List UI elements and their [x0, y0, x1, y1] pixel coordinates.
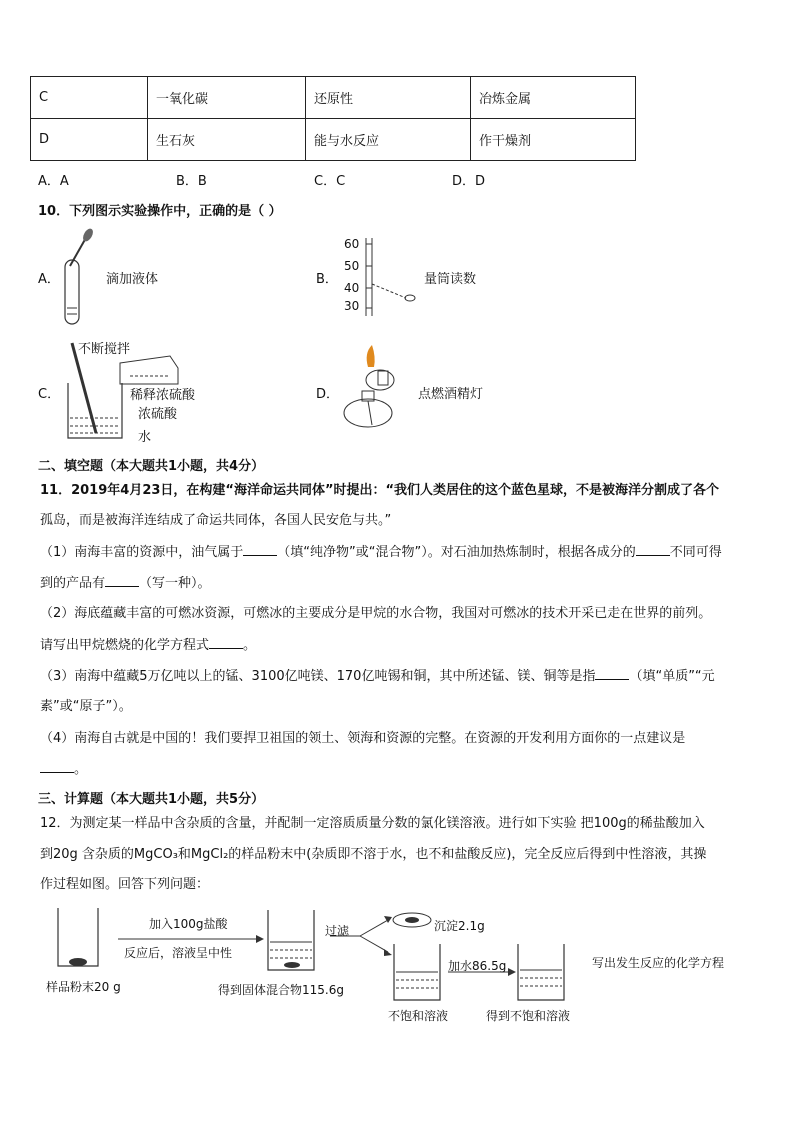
section-3-heading: 三、计算题（本大题共1小题，共5分）: [38, 792, 265, 807]
option-c-text: 稀释浓硫酸: [130, 388, 196, 403]
stir-label: 不断搅拌: [78, 342, 131, 357]
cylinder-tick: 30: [344, 299, 360, 313]
answer-blank[interactable]: [243, 543, 277, 556]
filter-label: 过滤: [325, 924, 350, 938]
cylinder-tick: 50: [344, 259, 360, 273]
text: （写一种）。: [139, 576, 211, 591]
reaction-label: 反应后，溶液呈中性: [124, 946, 233, 960]
table-cell: 冶炼金属: [471, 77, 636, 119]
text: 不同可得: [669, 545, 722, 560]
answer-a[interactable]: A．A: [38, 174, 69, 189]
table-cell: C: [31, 77, 148, 119]
question-10-stem: 10．下列图示实验操作中，正确的是（ ）: [38, 204, 282, 219]
q11-part1: [40, 543, 760, 562]
q9-options-table: [30, 76, 636, 161]
q11-part4: [40, 730, 760, 748]
question-12-stem-cont: [40, 876, 760, 894]
precipitate-label: 沉淀2.1g: [434, 919, 485, 933]
text: 。: [74, 762, 88, 777]
q11-part2-cont: [40, 636, 760, 655]
option-c-label[interactable]: C．: [38, 387, 61, 402]
option-a-text: 滴加液体: [106, 272, 159, 287]
answer-d[interactable]: D．D: [452, 174, 486, 189]
add-water-label: 加水86.5g: [448, 959, 507, 973]
text: （填“单质”“元: [629, 669, 715, 684]
cylinder-tick: 60: [344, 237, 360, 251]
water-label: 水: [138, 430, 152, 445]
answer-b[interactable]: B．B: [176, 174, 207, 189]
text: 。: [243, 638, 257, 653]
table-cell: D: [31, 119, 148, 161]
q12-subquestion: 写出发生反应的化学方程: [592, 956, 725, 970]
question-11-stem-cont: [40, 512, 760, 530]
option-d-text: 点燃酒精灯: [418, 387, 484, 402]
unsaturated-label: 不饱和溶液: [388, 1009, 449, 1023]
table-row: [31, 77, 636, 119]
section-2-heading: 二、填空题（本大题共1小题，共4分）: [38, 459, 265, 474]
q11-part3-cont: [40, 698, 760, 716]
q11-part3: [40, 667, 760, 686]
q11-part4-cont: [40, 760, 760, 779]
text: （4）南海自古就是中国的！我们要捍卫祖国的领土、领海和资源的完整。在资源的开发利用方面你的一点建议是: [40, 731, 686, 746]
text: 素”或“原子”）。: [40, 699, 132, 714]
stem-text: 孤岛，而是被海洋连结成了命运共同体，各国人民安危与共。”: [40, 513, 392, 528]
acid-label: 浓硫酸: [138, 407, 178, 422]
question-11-stem: [40, 482, 760, 500]
text: （填“纯净物”或“混合物”）。对石油加热炼制时，根据各成分的: [277, 545, 636, 560]
table-cell: 生石灰: [148, 119, 306, 161]
option-d-label[interactable]: D．: [316, 387, 340, 402]
text: 到的产品有: [40, 576, 106, 591]
table-cell: 作干燥剂: [471, 119, 636, 161]
stem-text: 11．2019年4月23日，在构建“海洋命运共同体”时提出：“我们人类居住的这个蓝色星球，不是被海洋分割成了各个: [40, 483, 720, 498]
q11-part1-cont: [40, 574, 760, 593]
mixture-label: 得到固体混合物115.6g: [218, 983, 344, 997]
cylinder-tick: 40: [344, 281, 360, 295]
add-acid-label: 加入100g盐酸: [149, 917, 228, 931]
answer-blank[interactable]: [105, 574, 139, 587]
option-b-label[interactable]: B．: [316, 272, 338, 287]
table-cell: 还原性: [306, 77, 471, 119]
sample-label: 样品粉末20 g: [46, 980, 121, 994]
text: （3）南海中蕴藏5万亿吨以上的锰、3100亿吨镁、170亿吨锡和铜，其中所述锰、镁、铜等是指: [40, 669, 596, 684]
answer-blank[interactable]: [40, 760, 74, 773]
stem-text: 12．为测定某一样品中含杂质的含量，并配制一定溶质质量分数的氯化镁溶液。进行如下实验 把100g的稀盐酸加入: [40, 816, 705, 831]
dropper-test-tube-illustration: [55, 226, 100, 331]
answer-blank[interactable]: [209, 636, 243, 649]
text: 请写出甲烷燃烧的化学方程式: [40, 638, 210, 653]
question-12-stem: [40, 815, 760, 833]
stem-text: 作过程如图。回答下列问题：: [40, 877, 210, 892]
q11-part2: [40, 605, 760, 623]
alcohol-lamp-illustration: [338, 345, 418, 435]
answer-blank[interactable]: [636, 543, 670, 556]
table-cell: 一氧化碳: [148, 77, 306, 119]
text: （1）南海丰富的资源中，油气属于: [40, 545, 244, 560]
stem-text: 到20g 含杂质的MgCO₃和MgCl₂的样品粉末中(杂质即不溶于水，也不和盐酸反应)，完全反应后得到中性溶液，其操: [40, 847, 707, 862]
question-12-stem-cont: [40, 846, 760, 864]
text: （2）海底蕴藏丰富的可燃冰资源，可燃冰的主要成分是甲烷的水合物，我国对可燃冰的技术开采已走在世界的前列。: [40, 606, 712, 621]
final-solution-label: 得到不饱和溶液: [486, 1009, 571, 1023]
answer-c[interactable]: C．C: [314, 174, 346, 189]
answer-blank[interactable]: [595, 667, 629, 680]
table-row: [31, 119, 636, 161]
option-a-label[interactable]: A．: [38, 272, 60, 287]
table-cell: 能与水反应: [306, 119, 471, 161]
option-b-text: 量筒读数: [424, 272, 477, 287]
